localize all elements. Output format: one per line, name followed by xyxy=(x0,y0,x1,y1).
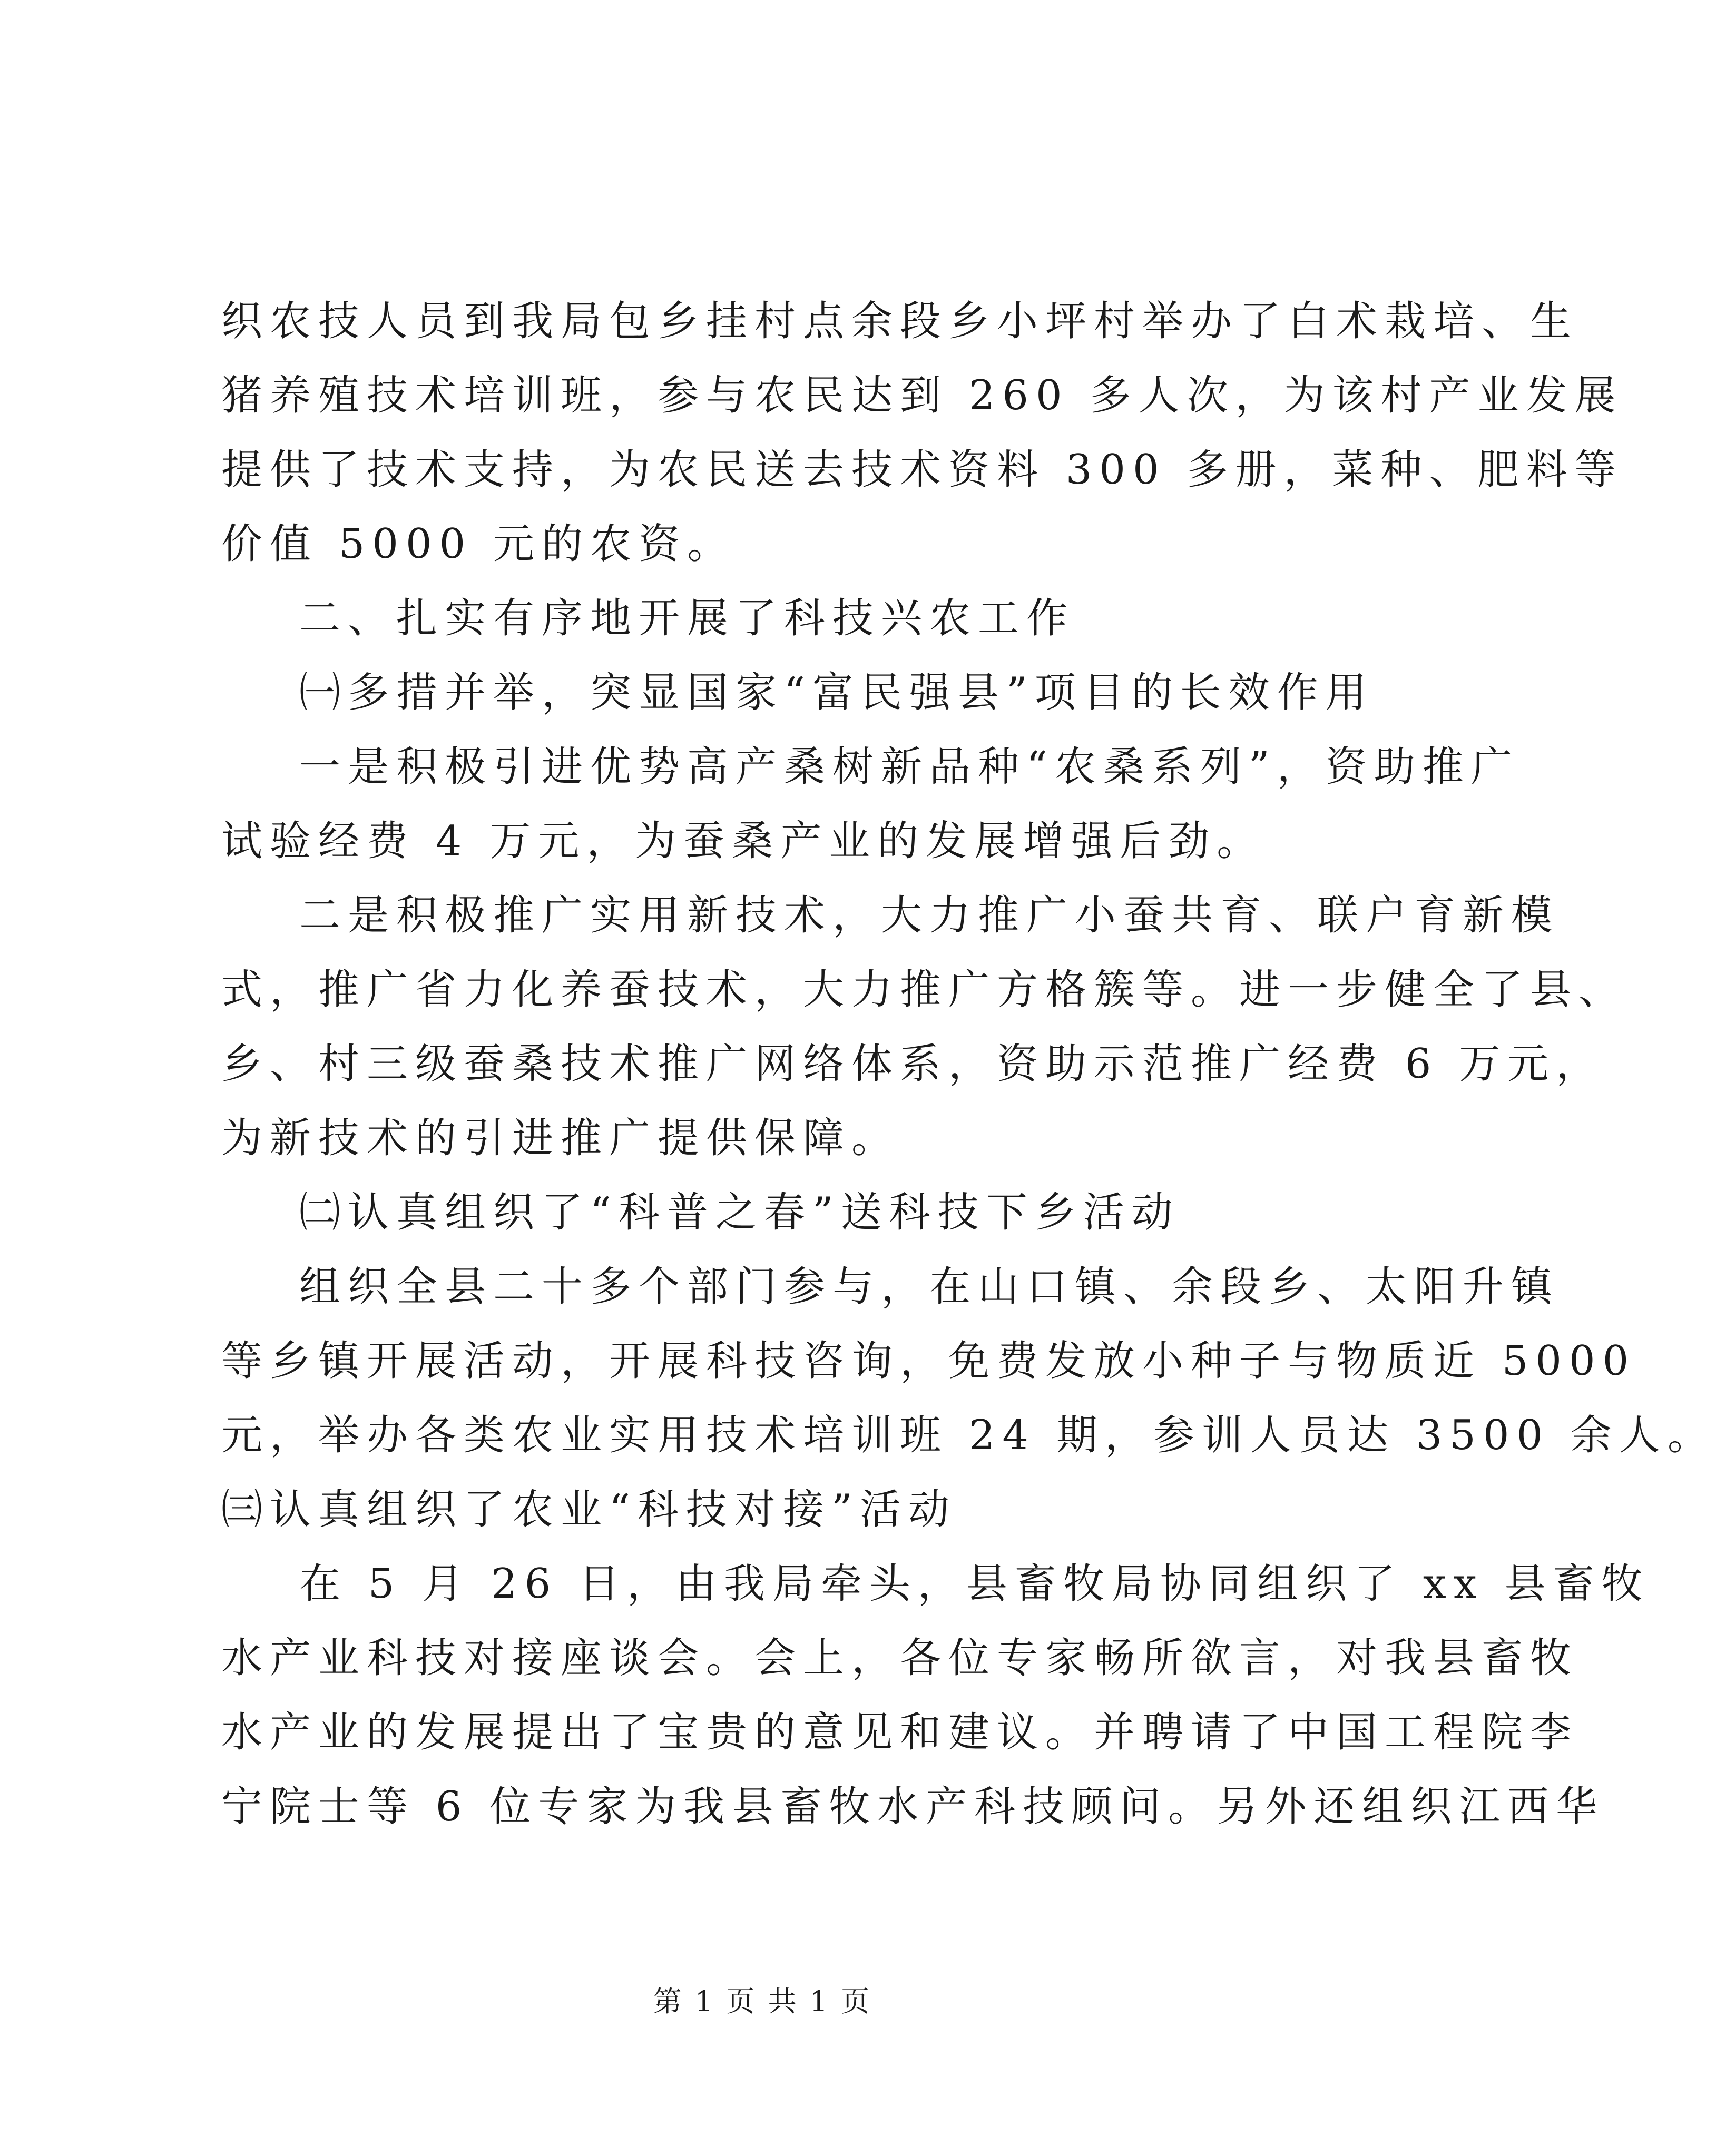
text-line: 价值 5000 元的农资。 xyxy=(221,520,736,568)
text-line: 猪养殖技术培训班，参与农民达到 260 多人次，为该村产业发展 xyxy=(221,372,1623,419)
subsection-heading: ㈡认真组织了“科普之春”送科技下乡活动 xyxy=(299,1189,1180,1236)
text-line: 组织全县二十多个部门参与，在山口镇、余段乡、太阳升镇 xyxy=(299,1263,1560,1311)
text-line: 在 5 月 26 日，由我局牵头，县畜牧局协同组织了 xx 县畜牧 xyxy=(299,1560,1650,1608)
text-line: 一是积极引进优势高产桑树新品种“农桑系列”，资助推广 xyxy=(299,743,1519,791)
text-line: 等乡镇开展活动，开展科技咨询，免费发放小种子与物质近 5000 xyxy=(221,1337,1636,1385)
section-heading: 二、扎实有序地开展了科技兴农工作 xyxy=(299,595,1075,642)
text-line: 元，举办各类农业实用技术培训班 24 期，参训人员达 3500 余人。 xyxy=(221,1412,1716,1459)
text-line: 乡、村三级蚕桑技术推广网络体系，资助示范推广经费 6 万元， xyxy=(221,1040,1605,1088)
text-line: 水产业科技对接座谈会。会上，各位专家畅所欲言，对我县畜牧 xyxy=(221,1635,1579,1682)
text-line: 织农技人员到我局包乡挂村点余段乡小坪村举办了白术栽培、生 xyxy=(221,298,1579,345)
text-line: 式，推广省力化养蚕技术，大力推广方格簇等。进一步健全了县、 xyxy=(221,966,1627,1013)
text-line: 为新技术的引进推广提供保障。 xyxy=(221,1115,900,1162)
subsection-heading: ㈢认真组织了农业“科技对接”活动 xyxy=(221,1486,957,1533)
text-line: 宁院士等 6 位专家为我县畜牧水产科技顾问。另外还组织江西华 xyxy=(221,1783,1605,1830)
text-line: 水产业的发展提出了宝贵的意见和建议。并聘请了中国工程院李 xyxy=(221,1709,1579,1756)
document-body xyxy=(221,284,1716,1844)
text-line: 二是积极推广实用新技术，大力推广小蚕共育、联户育新模 xyxy=(299,892,1560,939)
text-line: 试验经费 4 万元，为蚕桑产业的发展增强后劲。 xyxy=(221,818,1266,865)
page-number-footer: 第 1 页 共 1 页 xyxy=(653,1985,872,2018)
subsection-heading: ㈠多措并举，突显国家“富民强县”项目的长效作用 xyxy=(299,669,1374,716)
text-line: 提供了技术支持，为农民送去技术资料 300 多册，菜种、肥料等 xyxy=(221,446,1623,494)
